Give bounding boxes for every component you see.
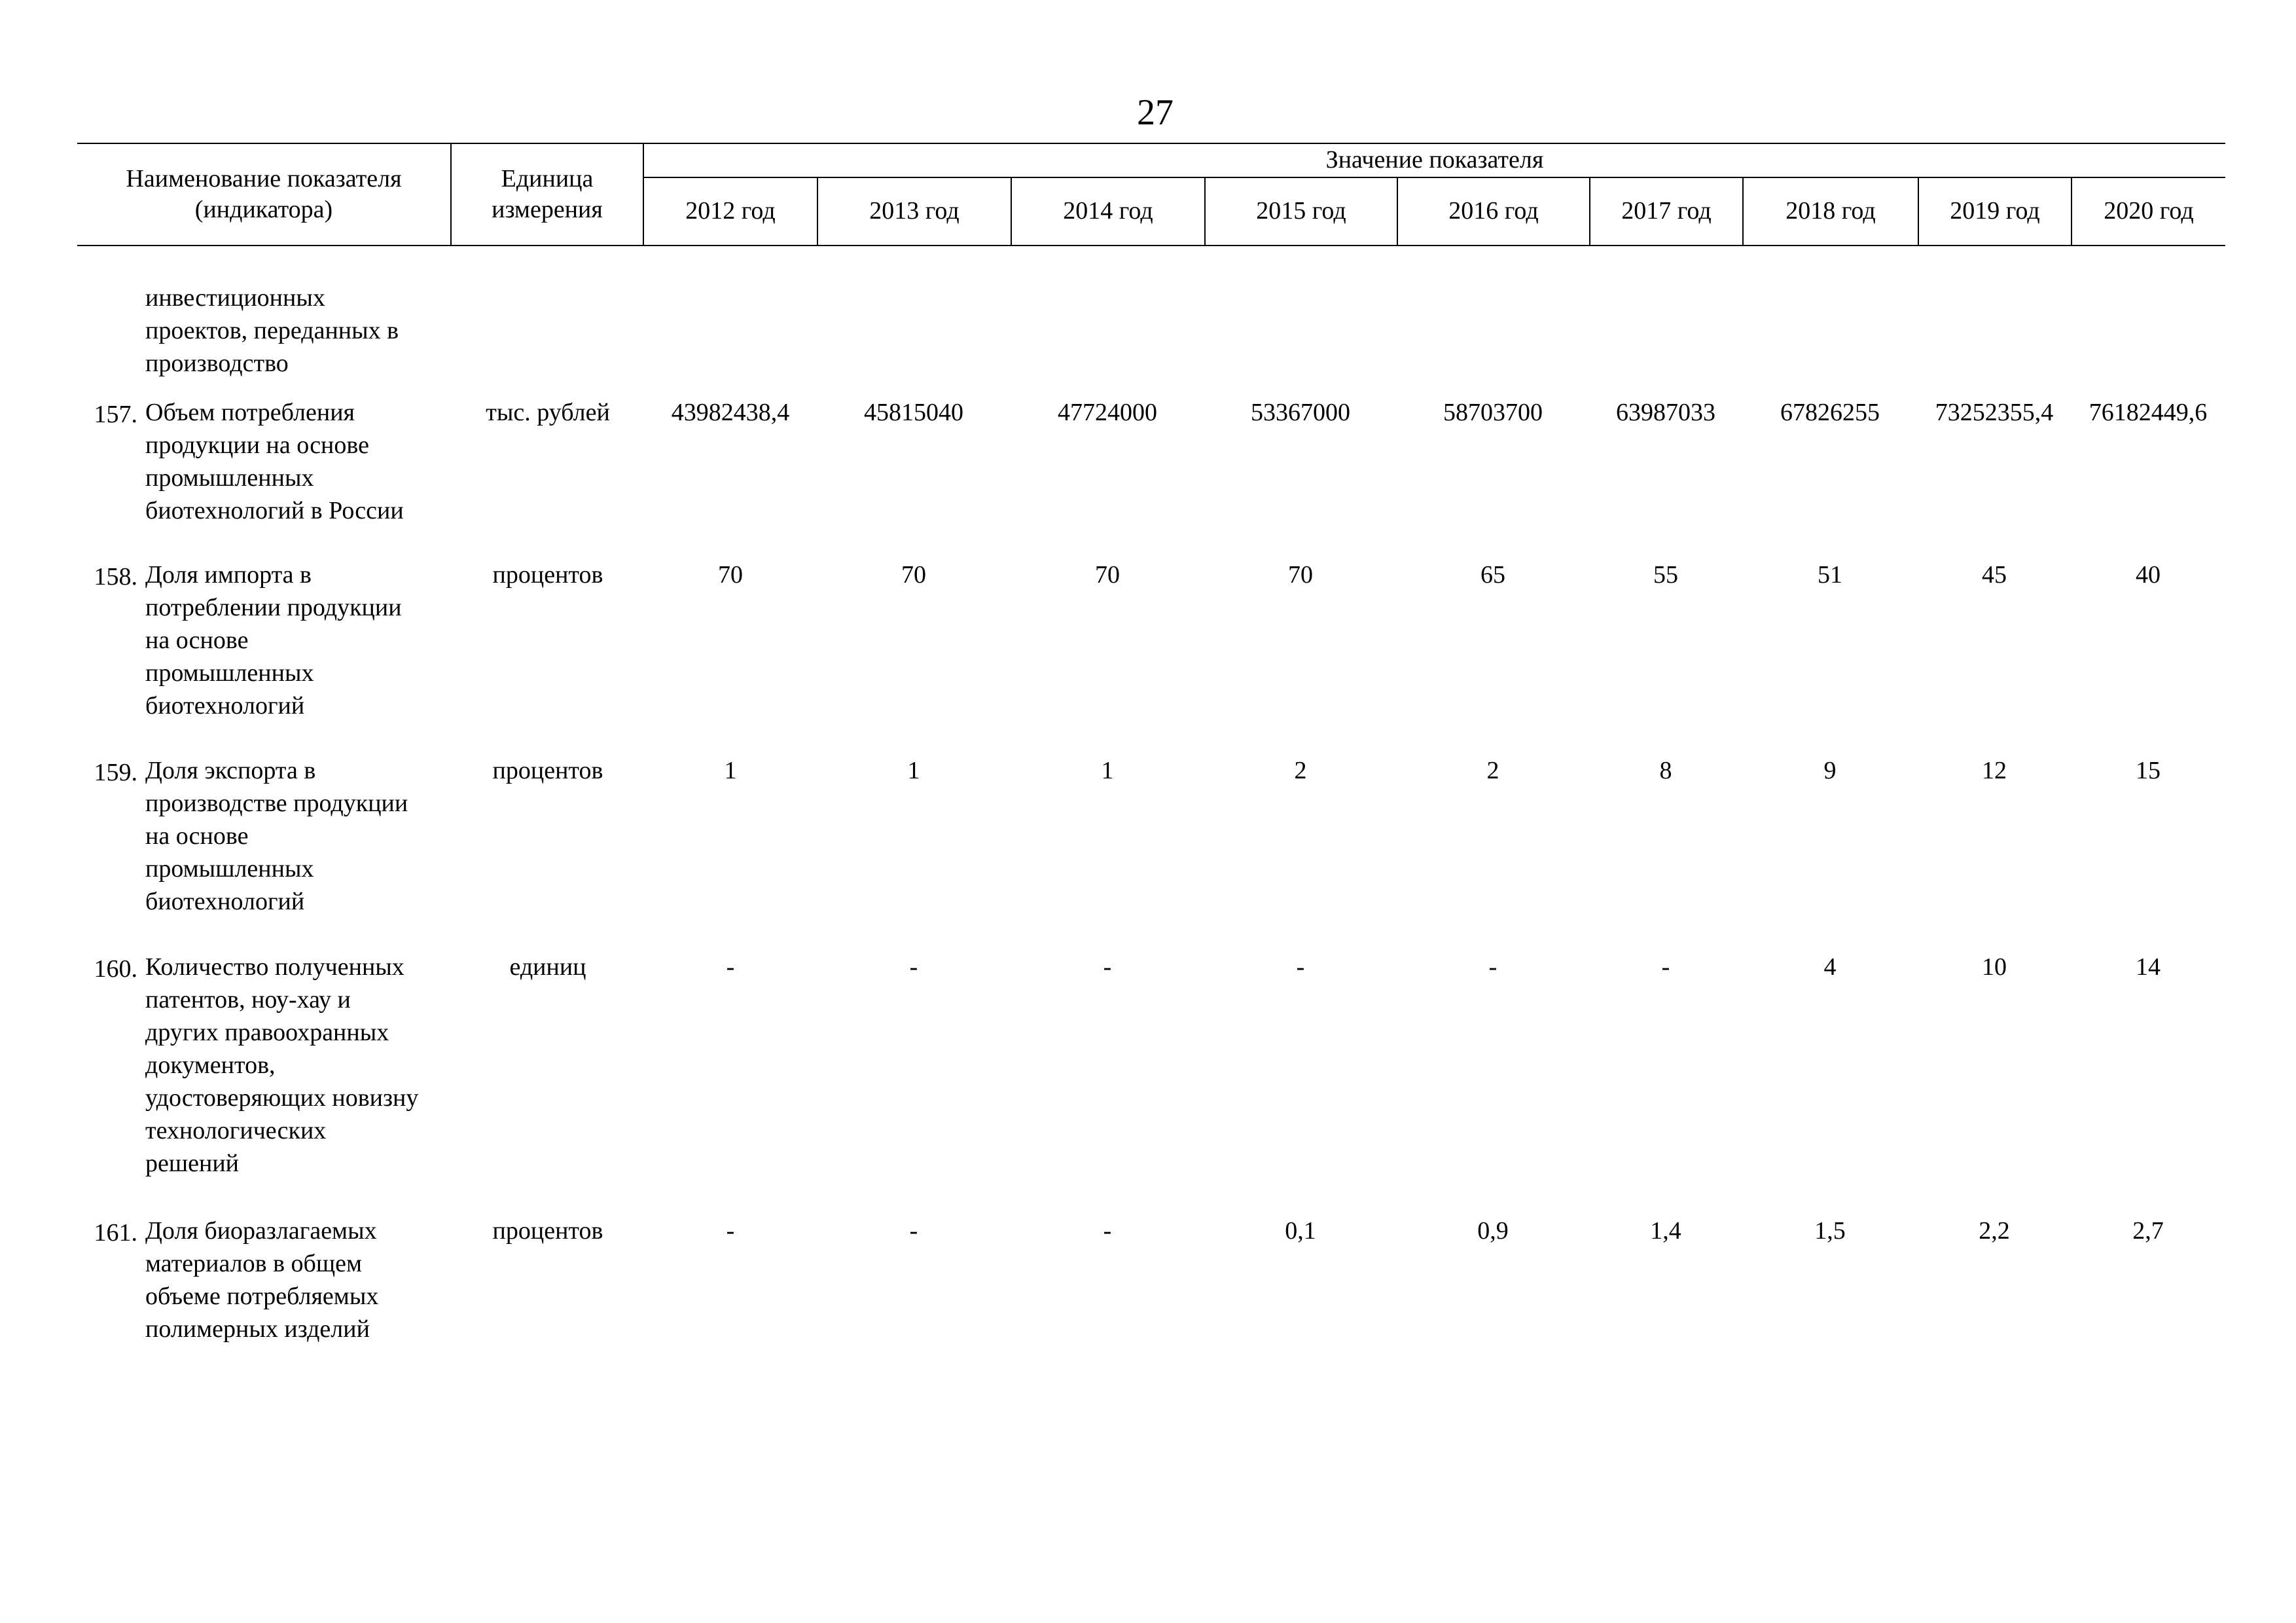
value-cell: 9	[1823, 757, 1837, 784]
value-cell: 65	[1480, 561, 1505, 589]
name-line: технологических	[145, 1117, 327, 1144]
value-cell: 2	[1294, 757, 1307, 784]
row-number: 158.	[94, 563, 137, 591]
value-cell: 45	[1982, 561, 2007, 589]
value-cell: 47724000	[1058, 399, 1157, 426]
value-cell: 12	[1982, 757, 2007, 784]
unit-cell: процентов	[492, 561, 603, 589]
value-cell: 1	[1101, 757, 1114, 784]
name-line: документов,	[145, 1051, 276, 1079]
name-line: удостоверяющих новизну	[145, 1084, 419, 1112]
name-line: объеме потребляемых	[145, 1283, 379, 1310]
value-cell: 51	[1818, 561, 1842, 589]
value-cell: -	[1488, 953, 1498, 981]
indicator-name	[145, 1214, 378, 1345]
header-year-2014: 2014 год	[1063, 197, 1153, 225]
name-line: биотехнологий	[145, 692, 305, 720]
value-cell: 76182449,6	[2089, 399, 2208, 426]
name-line: инвестиционных	[145, 284, 325, 312]
name-line: других правоохранных	[145, 1019, 389, 1046]
name-line: производство	[145, 350, 289, 377]
value-cell: -	[1103, 953, 1112, 981]
value-cell: 55	[1653, 561, 1678, 589]
value-cell: -	[726, 1217, 735, 1245]
header-values-group: Значение показателя	[1325, 146, 1544, 174]
indicator-name	[145, 558, 402, 722]
value-cell: 4	[1823, 953, 1837, 981]
value-cell: 8	[1659, 757, 1672, 784]
indicator-name	[145, 951, 418, 1180]
name-line: промышленных	[145, 659, 314, 687]
header-indicator-name: Наименование показателя (индикатора)	[126, 164, 402, 223]
value-cell: 45815040	[864, 399, 963, 426]
value-cell: 73252355,4	[1935, 399, 2054, 426]
value-cell: 2,7	[2132, 1217, 2164, 1245]
unit-cell: тыс. рублей	[486, 399, 610, 426]
value-cell: 70	[1288, 561, 1313, 589]
header-unit: Единица измерения	[492, 164, 603, 223]
name-line: потреблении продукции	[145, 594, 402, 621]
name-line: материалов в общем	[145, 1250, 363, 1277]
value-cell: -	[1296, 953, 1305, 981]
value-cell: -	[909, 953, 918, 981]
value-cell: 63987033	[1616, 399, 1715, 426]
value-cell: 10	[1982, 953, 2007, 981]
name-line: Доля биоразлагаемых	[145, 1217, 377, 1245]
name-line: проектов, переданных в	[145, 317, 399, 344]
name-line: патентов, ноу-хау и	[145, 986, 351, 1013]
value-cell: 0,1	[1285, 1217, 1316, 1245]
value-cell: 40	[2136, 561, 2161, 589]
page-number: 27	[1137, 92, 1174, 133]
value-cell: 15	[2136, 757, 2161, 784]
name-line: продукции на основе	[145, 431, 369, 459]
name-line: биотехнологий	[145, 888, 305, 915]
header-year-2018: 2018 год	[1785, 197, 1876, 225]
header-year-2019: 2019 год	[1950, 197, 2040, 225]
value-cell: 70	[901, 561, 926, 589]
value-cell: 1,5	[1814, 1217, 1846, 1245]
row-number: 157.	[94, 401, 137, 428]
value-cell: -	[1661, 953, 1670, 981]
value-cell: 53367000	[1251, 399, 1350, 426]
unit-cell: процентов	[492, 1217, 603, 1245]
header-year-2015: 2015 год	[1256, 197, 1346, 225]
header-year-2012: 2012 год	[685, 197, 776, 225]
value-cell: 67826255	[1780, 399, 1880, 426]
value-cell: 1	[907, 757, 920, 784]
row-number: 159.	[94, 759, 137, 786]
value-cell: -	[1103, 1217, 1112, 1245]
name-line: Объем потребления	[145, 399, 355, 426]
value-cell: 58703700	[1443, 399, 1543, 426]
header-bottom-rule	[77, 245, 2225, 246]
continued-indicator-name	[145, 282, 399, 380]
unit-cell: единиц	[509, 953, 586, 981]
unit-cell: процентов	[492, 757, 603, 784]
value-cell: -	[726, 953, 735, 981]
name-line: биотехнологий в России	[145, 497, 404, 524]
header-year-2017: 2017 год	[1621, 197, 1712, 225]
value-cell: 2	[1486, 757, 1499, 784]
indicator-name	[145, 396, 404, 527]
row-number: 161.	[94, 1219, 137, 1247]
name-line: промышленных	[145, 464, 314, 492]
name-line: Доля экспорта в	[145, 757, 316, 784]
name-line: на основе	[145, 822, 249, 850]
indicator-name	[145, 754, 408, 918]
name-line: на основе	[145, 627, 249, 654]
value-cell: 1	[724, 757, 737, 784]
name-line: Доля импорта в	[145, 561, 312, 589]
value-cell: 14	[2136, 953, 2161, 981]
name-line: Количество полученных	[145, 953, 404, 981]
name-line: производстве продукции	[145, 790, 408, 817]
value-cell: 1,4	[1650, 1217, 1681, 1245]
name-line: решений	[145, 1150, 240, 1177]
header-year-2016: 2016 год	[1448, 197, 1539, 225]
name-line: полимерных изделий	[145, 1315, 370, 1343]
value-cell: 70	[1095, 561, 1120, 589]
value-cell: 70	[718, 561, 743, 589]
value-cell: -	[909, 1217, 918, 1245]
value-cell: 43982438,4	[671, 399, 790, 426]
value-cell: 0,9	[1477, 1217, 1509, 1245]
header-year-2020: 2020 год	[2104, 197, 2194, 225]
row-number: 160.	[94, 955, 137, 983]
header-year-2013: 2013 год	[869, 197, 960, 225]
name-line: промышленных	[145, 855, 314, 883]
value-cell: 2,2	[1979, 1217, 2010, 1245]
